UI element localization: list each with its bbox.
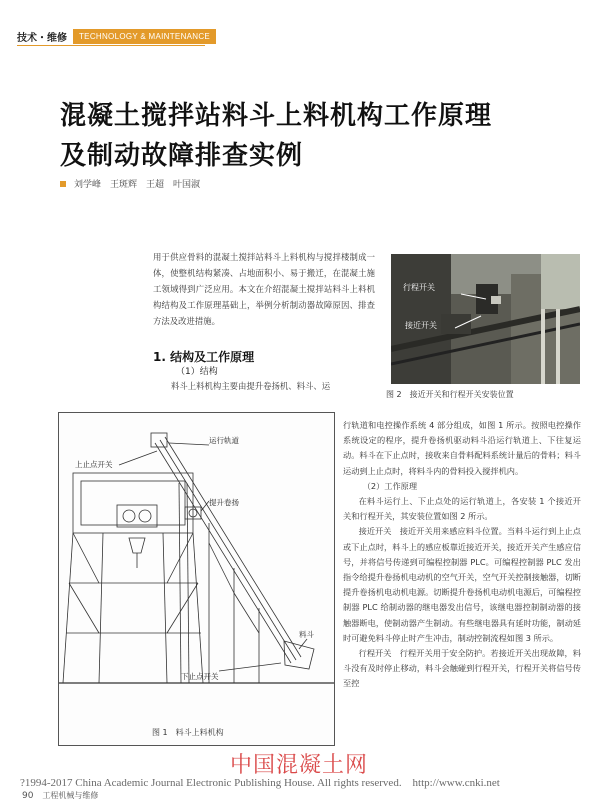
structure-text-start: 料斗上料机构主要由提升卷扬机、料斗、运 <box>171 381 331 391</box>
paragraph-proximity-switch: 接近开关 接近开关用来感应料斗位置。当料斗运行到上止点或下止点时，料斗上的感应板靠近接近开关，接近开关产生感应信号，并将信号传递到可编程控制器 PLC。可编程控制器 PLC 发出指令给提升卷扬机电动机的空气开关，空气开关控制接触器，切断提升卷扬机电动机电源。切断提升卷扬机电动机电源后，可编程控制器 PLC 给制动器的继电器发出信号，该继电器控制制动器的接触器断电，使制动器产生制动。有些继电器具有延时功能，制动延时可避免料斗停止时产生冲击，制动控制流程如图 3 所示。 <box>343 526 581 643</box>
paragraph-travel-switch: 行程开关 行程开关用于安全防护。若接近开关出现故障，料斗没有及时停止移动，料斗会触碰到行程开关，行程开关将信号传至控 <box>343 648 581 689</box>
subsection-principle-heading: （2）工作原理 <box>362 480 418 491</box>
figure-2-caption: 图 2 接近开关和行程开关安装位置 <box>386 390 514 399</box>
copyright-line: ?1994-2017 China Academic Journal Electronic Publishing House. All rights reserved. http://www.cnki.net <box>20 777 500 789</box>
title-line-2: 及制动故障排查实例 <box>60 141 304 171</box>
figure-2-photo <box>391 254 580 384</box>
section-header <box>17 28 216 44</box>
figure-2-illustration <box>391 254 580 384</box>
authors-line <box>60 177 200 190</box>
section-label-english: TECHNOLOGY & MAINTENANCE <box>73 29 216 44</box>
subsection-structure-heading: （1）结构 <box>176 367 218 377</box>
journal-name: 工程机械与维修 <box>42 791 99 800</box>
title-line-1: 混凝土搅拌站料斗上料机构工作原理 <box>60 101 493 131</box>
paragraph-components: 行轨道和电控操作系统 4 部分组成，如图 1 所示。按照电控操作系统设定的程序，提升卷扬机驱动料斗沿运行轨道上、下往复运动。料斗在下止点时，接收来自骨料配料系统计量后的骨料；料斗运动到上止点时，将料斗内的骨料投入搅拌机内。 <box>343 420 581 476</box>
header-rule <box>17 45 205 46</box>
page-number: 90 <box>22 791 34 801</box>
label-travel-switch: 行程开关 <box>403 283 435 292</box>
section-1-heading: 1. 结构及工作原理 <box>153 350 255 364</box>
hopper-mechanism-drawing <box>59 413 334 723</box>
label-lower-switch: 下止点开关 <box>181 672 219 681</box>
authors: 刘学峰 王斑辉 王超 叶国淑 <box>74 180 201 190</box>
figure-1-diagram <box>58 412 335 746</box>
abstract: 用于供应骨料的混凝土搅拌站料斗上料机构与搅拌楼制成一体，使整机结构紧凑、占地面积小、易于搬迁，在混凝土施工领域得到广泛应用。本文在介绍混凝土搅拌站料斗上料机构结构及工作原理基础上，举例分析制动器故障原因、排查方法及改进措施。 <box>153 252 375 326</box>
article-title <box>60 96 492 176</box>
label-hoist: 提升卷扬 <box>209 498 239 507</box>
label-hopper: 料斗 <box>299 630 314 639</box>
author-bullet-icon <box>60 181 66 187</box>
label-track: 运行轨道 <box>209 436 239 445</box>
right-column-text <box>343 418 581 692</box>
figure-1-caption: 图 1 料斗上料机构 <box>152 728 224 737</box>
section-label: 技术・维修 <box>17 32 67 44</box>
watermark-text: 中国混凝土网 <box>230 753 369 778</box>
paragraph-switch-installation: 在料斗运行上、下止点处的运行轨道上，各安装 1 个接近开关和行程开关，其安装位置如图 2 所示。 <box>343 496 581 522</box>
label-proximity-switch: 接近开关 <box>405 321 437 330</box>
page-footer <box>22 790 98 801</box>
label-upper-switch: 上止点开关 <box>75 460 113 469</box>
